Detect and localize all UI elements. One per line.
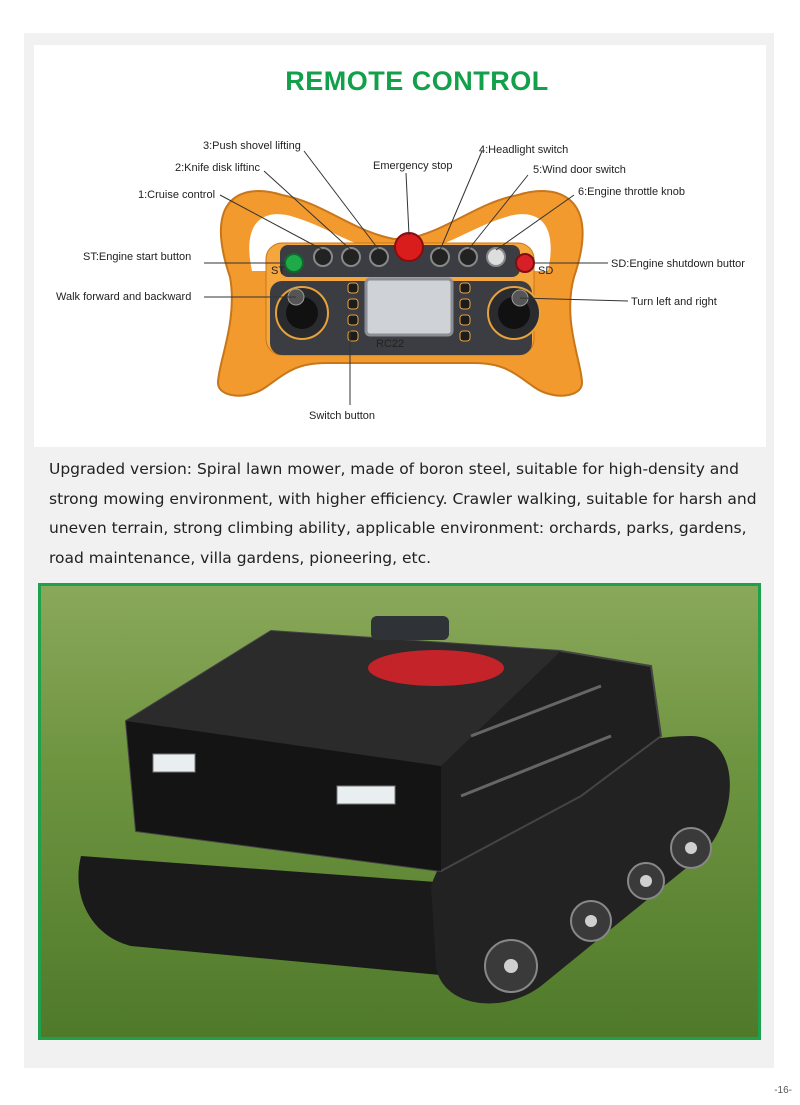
engine-start-button [285,254,303,272]
callout-headlight: 4:Headlight switch [479,144,569,156]
emergency-stop-button [395,233,423,261]
callout-push-shovel: 3:Push shovel lifting [203,140,301,152]
callout-wind-door: 5:Wind door switch [533,164,626,176]
lcd-screen [366,279,452,335]
page-title: REMOTE CONTROL [285,66,549,96]
mower-photo [38,583,761,1040]
callout-engine-shutdown: SD:Engine shutdown buttor [611,258,745,270]
model-label: RC22 [376,338,405,350]
callout-turn: Turn left and right [631,296,717,308]
mower-illustration [41,586,758,1037]
callout-switch: Switch button [309,410,376,422]
callout-emergency-stop: Emergency stop [373,160,453,172]
callout-walk: Walk forward and backward [56,291,192,303]
left-joystick [276,287,328,339]
callout-engine-start: ST:Engine start button [83,251,192,263]
right-joystick [488,287,540,339]
st-label: ST [271,265,286,277]
page-number: -16- [774,1085,792,1096]
engine-shutdown-button [516,254,534,272]
product-description: Upgraded version: Spiral lawn mower, made of boron steel, suitable for high-density and strong mowing environment, with higher efficiency. Crawler walking, suitable for harsh and uneven terrain, strong climbing ability, applicable environment: orchards, parks, gardens, road maintenance, villa gardens, pioneering, etc. [49,460,757,567]
sd-label: SD [538,265,554,277]
remote-control-diagram [34,45,766,447]
callout-throttle: 6:Engine throttle knob [578,186,686,198]
callout-knife-disk: 2:Knife disk liftinc [175,162,260,174]
callout-cruise: 1:Cruise control [138,189,216,201]
